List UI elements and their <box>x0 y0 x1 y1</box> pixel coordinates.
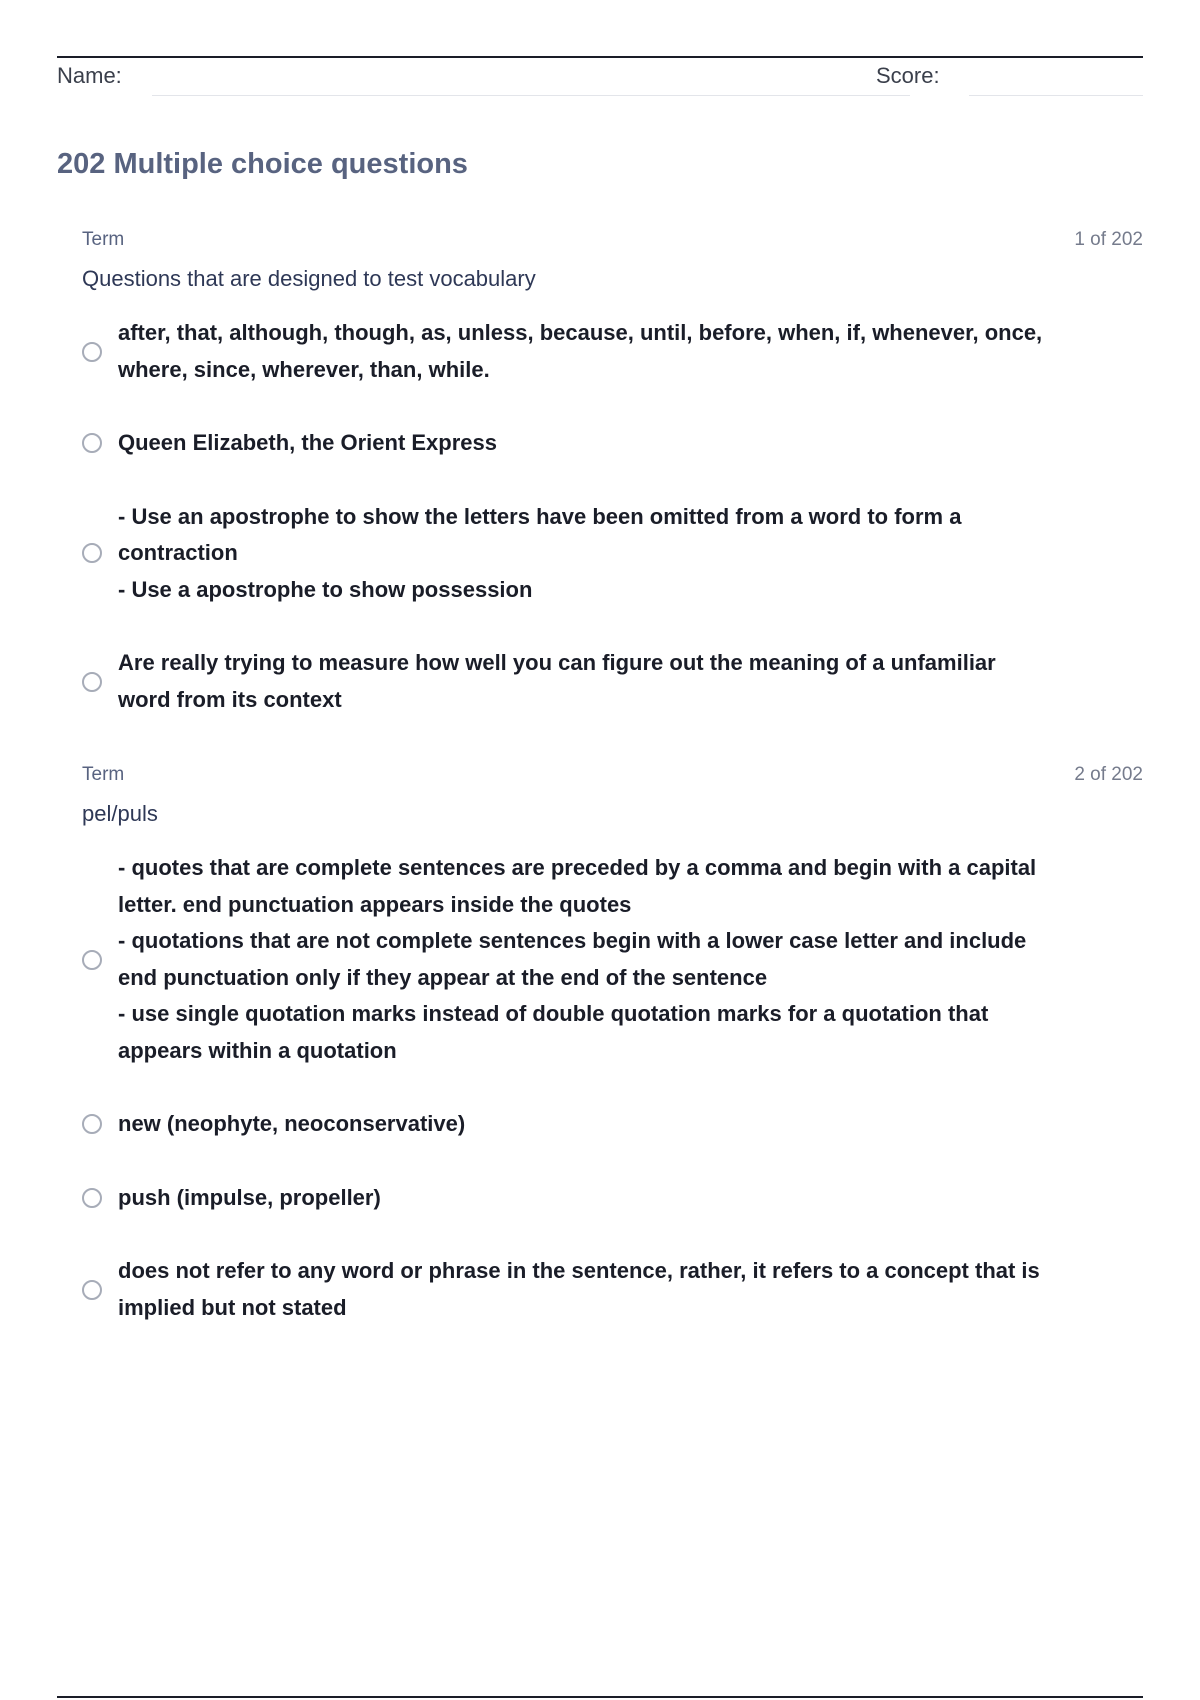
answer-option[interactable] <box>82 1253 1143 1326</box>
answer-option-text: - quotes that are complete sentences are preceded by a comma and begin with a capital letter. end punctuation appears inside the quotes - quotations that are not complete sentences begin with a lower case letter and include end punctuation only if they appear at the end of the sentence - use single quotation marks instead of double quotation marks for a quotation that appears within a quotation <box>118 855 1037 1063</box>
question-prompt: Questions that are designed to test vocabulary <box>82 266 536 291</box>
answer-option[interactable] <box>82 1106 1143 1143</box>
answer-option-text: Are really trying to measure how well you can figure out the meaning of a unfamiliar word from its context <box>118 650 996 712</box>
score-label: Score: <box>876 63 940 88</box>
term-label: Term <box>82 764 125 785</box>
question-counter: 1 of 202 <box>1074 229 1143 250</box>
top-rule <box>57 56 1143 58</box>
question-prompt: pel/puls <box>82 801 158 826</box>
page-title: 202 Multiple choice questions <box>57 148 468 180</box>
radio-button-icon[interactable] <box>82 433 102 453</box>
answer-option[interactable] <box>82 315 1143 388</box>
radio-button-icon[interactable] <box>82 1114 102 1134</box>
radio-button-icon[interactable] <box>82 342 102 362</box>
question-counter: 2 of 202 <box>1074 764 1143 785</box>
answer-option-text: push (impulse, propeller) <box>118 1184 381 1210</box>
bottom-rule <box>57 1696 1143 1698</box>
answer-option[interactable] <box>82 850 1143 1069</box>
question-1 <box>82 229 1143 755</box>
options-list <box>82 315 1143 718</box>
answer-option-text: - Use an apostrophe to show the letters have been omitted from a word to form a contraction - Use a apostrophe to show possession <box>118 503 962 602</box>
radio-button-icon[interactable] <box>82 950 102 970</box>
question-2 <box>82 764 1143 1363</box>
radio-button-icon[interactable] <box>82 1188 102 1208</box>
answer-option-text: Queen Elizabeth, the Orient Express <box>118 430 497 455</box>
answer-option-text: after, that, although, though, as, unless, because, until, before, when, if, whenever, once, where, since, wherever, than, while. <box>118 320 1043 382</box>
radio-button-icon[interactable] <box>82 1280 102 1300</box>
answer-option-text: does not refer to any word or phrase in the sentence, rather, it refers to a concept that is implied but not stated <box>118 1258 1040 1320</box>
name-field[interactable] <box>152 95 910 96</box>
options-list <box>82 850 1143 1326</box>
answer-option[interactable] <box>82 499 1143 609</box>
answer-option[interactable] <box>82 425 1143 462</box>
name-label: Name: <box>57 63 122 88</box>
term-label: Term <box>82 229 125 250</box>
score-field[interactable] <box>969 95 1143 96</box>
radio-button-icon[interactable] <box>82 672 102 692</box>
name-score-row <box>57 60 1143 100</box>
answer-option[interactable] <box>82 1180 1143 1217</box>
answer-option-text: new (neophyte, neoconservative) <box>118 1111 466 1136</box>
answer-option[interactable] <box>82 645 1143 718</box>
radio-button-icon[interactable] <box>82 543 102 563</box>
